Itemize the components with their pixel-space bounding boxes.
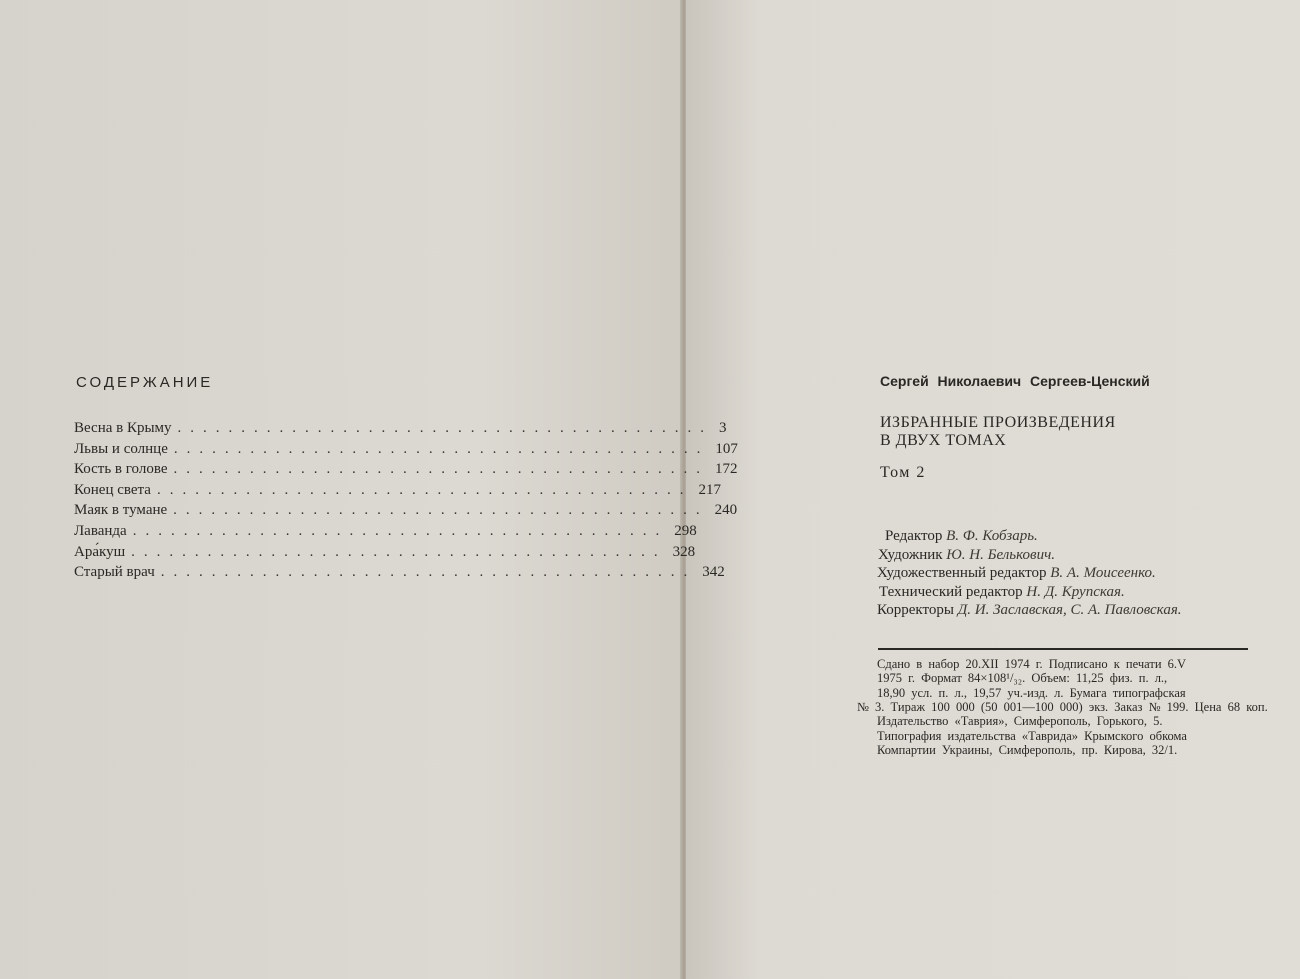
toc-entry-title: Маяк в тумане <box>74 502 168 519</box>
divider-rule <box>878 648 1248 650</box>
credit-role: Художник <box>878 546 943 563</box>
toc-entry-title: Кость в голове <box>74 461 168 478</box>
leader-dots: .......................................... <box>160 564 697 581</box>
imprint-line: Издательство «Таврия», Симферополь, Горького, 5. <box>877 714 1163 729</box>
imprint-line: Сдано в набор 20.XII 1974 г. Подписано к печати 6.V <box>877 657 1187 671</box>
toc-entry <box>74 420 727 437</box>
toc-entry-title: Ара́куш <box>74 543 126 560</box>
imprint-line: Компартии Украины, Симферополь, пр. Кирова, 32/1. <box>877 742 1178 757</box>
leader-dots: .......................................... <box>156 481 693 498</box>
toc-entry-page: 172 <box>715 461 738 478</box>
toc-entry-page: 328 <box>672 543 696 560</box>
toc-title: СОДЕРЖАНИЕ <box>76 374 214 391</box>
book-title-line2: В ДВУХ ТОМАХ <box>880 432 1007 449</box>
credit-name: Н. Д. Крупская. <box>1026 583 1125 600</box>
toc-entry-title: Старый врач <box>74 564 155 581</box>
toc-entry-page: 3 <box>719 420 727 436</box>
volume-label: Том 2 <box>880 464 926 481</box>
imprint-line: Типография издательства «Таврида» Крымского обкома <box>877 728 1187 743</box>
credit-role: Редактор <box>885 528 943 544</box>
toc-entry-page: 342 <box>702 564 725 581</box>
imprint-line: 18,90 усл. п. л., 19,57 уч.-изд. л. Бумага типографская <box>877 685 1186 700</box>
toc-entry-title: Лаванда <box>74 523 127 539</box>
leader-dots: .......................................... <box>173 461 709 478</box>
toc-entry <box>74 564 725 581</box>
right-page <box>686 0 1300 979</box>
credit-role: Корректоры <box>877 602 954 618</box>
leader-dots: .......................................... <box>177 420 714 436</box>
toc-entry <box>74 461 738 478</box>
toc-entry <box>74 440 738 458</box>
credit-line <box>877 602 1182 619</box>
toc-entry <box>74 543 696 561</box>
credit-name: Д. И. Заславская, С. А. Павловская. <box>957 602 1182 618</box>
toc-entry-page: 298 <box>674 523 697 539</box>
toc-entry-page: 240 <box>714 502 738 519</box>
credit-line <box>878 547 1055 564</box>
toc-entry-page: 107 <box>715 440 738 457</box>
author-name: Сергей Николаевич Сергеев-Ценский <box>880 373 1150 389</box>
leader-dots: .......................................... <box>173 440 710 457</box>
credit-role: Технический редактор <box>879 583 1023 600</box>
toc-entry <box>74 502 738 519</box>
credit-line <box>885 528 1038 545</box>
credit-line <box>877 565 1156 582</box>
imprint-line: № 3. Тираж 100 000 (50 001—100 000) экз. Заказ № 199. Цена 68 коп. <box>857 699 1268 714</box>
credit-name: В. А. Моисеенко. <box>1050 565 1156 581</box>
credit-role: Художественный редактор <box>877 565 1047 581</box>
book-title-line1: ИЗБРАННЫЕ ПРОИЗВЕДЕНИЯ <box>880 414 1116 431</box>
leader-dots: .......................................... <box>173 502 709 519</box>
leader-dots: .......................................... <box>132 523 669 539</box>
toc-entry-page: 217 <box>698 481 721 498</box>
leader-dots: .......................................... <box>131 543 667 560</box>
toc-entry <box>74 481 721 499</box>
toc-entry <box>74 523 697 540</box>
credit-name: В. Ф. Кобзарь. <box>946 528 1038 544</box>
toc-entry-title: Львы и солнце <box>74 440 168 457</box>
credit-name: Ю. Н. Белькович. <box>946 546 1055 563</box>
toc-entry-title: Конец света <box>74 481 151 498</box>
imprint-line: 1975 г. Формат 84×108¹/₃₂. Объем: 11,25 физ. п. л., <box>877 671 1168 686</box>
credit-line <box>879 584 1125 601</box>
toc-entry-title: Весна в Крыму <box>74 420 172 436</box>
